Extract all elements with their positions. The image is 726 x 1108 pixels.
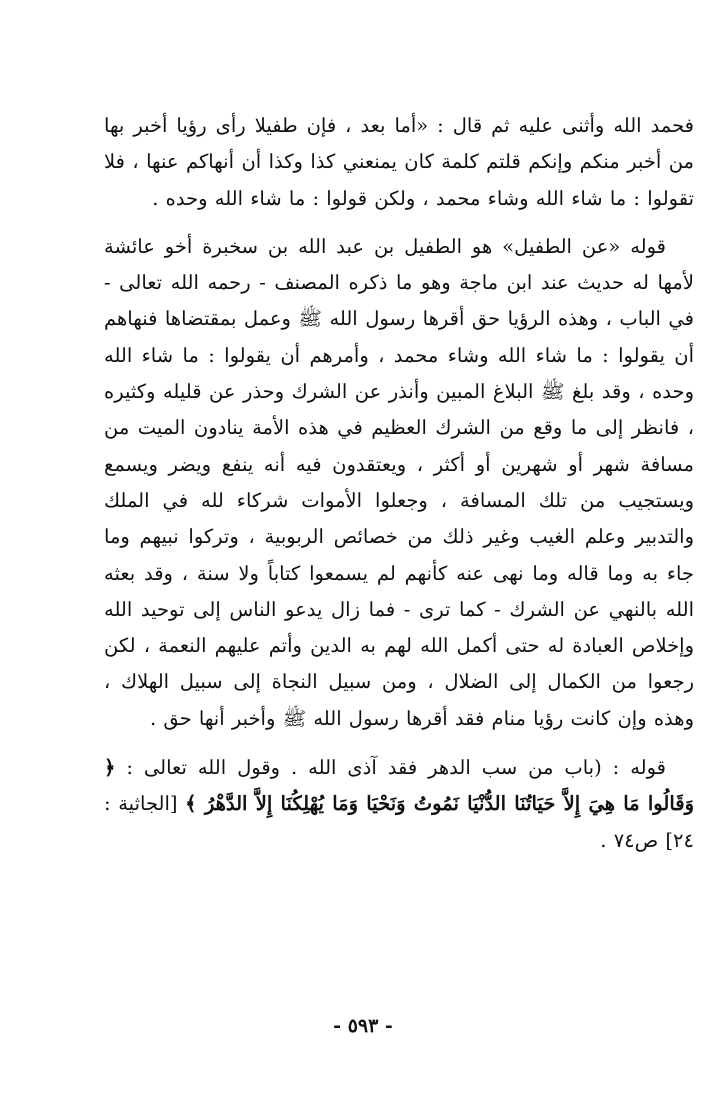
page-number: - ٥٩٣ - — [333, 1015, 393, 1037]
verse-reference: [الجاثية : ٢٤] ص٧٤ . — [104, 792, 694, 852]
chapter-quote-paragraph — [104, 750, 694, 859]
quran-verse: ﴿ وَقَالُوا مَا هِيَ إِلاَّ حَيَاتُنَا الدُّنْيَا نَمُوتُ وَنَحْيَا وَمَا يُهْلِكُنَا إِلاَّ الدَّهْرُ ﴾ — [104, 756, 694, 816]
commentary-paragraph: قوله «عن الطفيل» هو الطفيل بن عبد الله بن سخبرة أخو عائشة لأمها له حديث عند ابن ماجة وهو ما ذكره المصنف - رحمه الله تعالى - في الباب ، وهذه الرؤيا حق أقرها رسول الله ﷺ وعمل بمقتضاها فنهاهم أن يقولوا : ما شاء الله وشاء محمد ، وأمرهم أن يقولوا : ما شاء الله وحده ، وقد بلغ ﷺ البلاغ المبين وأنذر عن الشرك وحذر عن قليله وكثيره ، فانظر إلى ما وقع من الشرك العظيم في هذه الأمة ينادون الميت من مسافة شهر أو شهرين أو أكثر ، ويعتقدون فيه أنه ينفع ويضر ويسمع ويستجيب من تلك المسافة ، وجعلوا الأموات شركاء لله في الملك والتدبير وعلم الغيب وغير ذلك من خصائص الربوبية ، وتركوا نبيهم وما جاء به وما قاله وما نهى عنه كأنهم لم يسمعوا كتاباً ولا سنة ، وقد بعثه الله بالنهي عن الشرك - كما ترى - فما زال يدعو الناس إلى توحيد الله وإخلاص العبادة له حتى أكمل الله لهم به الدين وأتم عليهم النعمة ، لكن رجعوا من الكمال إلى الضلال ، ومن سبيل النجاة إلى سبيل الهلاك ، وهذه وإن كانت رؤيا منام فقد أقرها رسول الله ﷺ وأخبر أنها حق . — [104, 234, 694, 730]
page-body — [104, 108, 694, 1068]
chapter-intro-text: قوله : (باب من سب الدهر فقد آذى الله . وقول الله تعالى : — [115, 756, 666, 780]
hadith-paragraph: فحمد الله وأثنى عليه ثم قال : «أما بعد ، فإن طفيلا رأى رؤيا أخبر بها من أخبر منكم وإنكم قلتم كلمة كان يمنعني كذا وكذا أن أنهاكم عنها ، فلا تقولوا : ما شاء الله وشاء محمد ، ولكن قولوا : ما شاء الله وحده . — [104, 114, 694, 210]
